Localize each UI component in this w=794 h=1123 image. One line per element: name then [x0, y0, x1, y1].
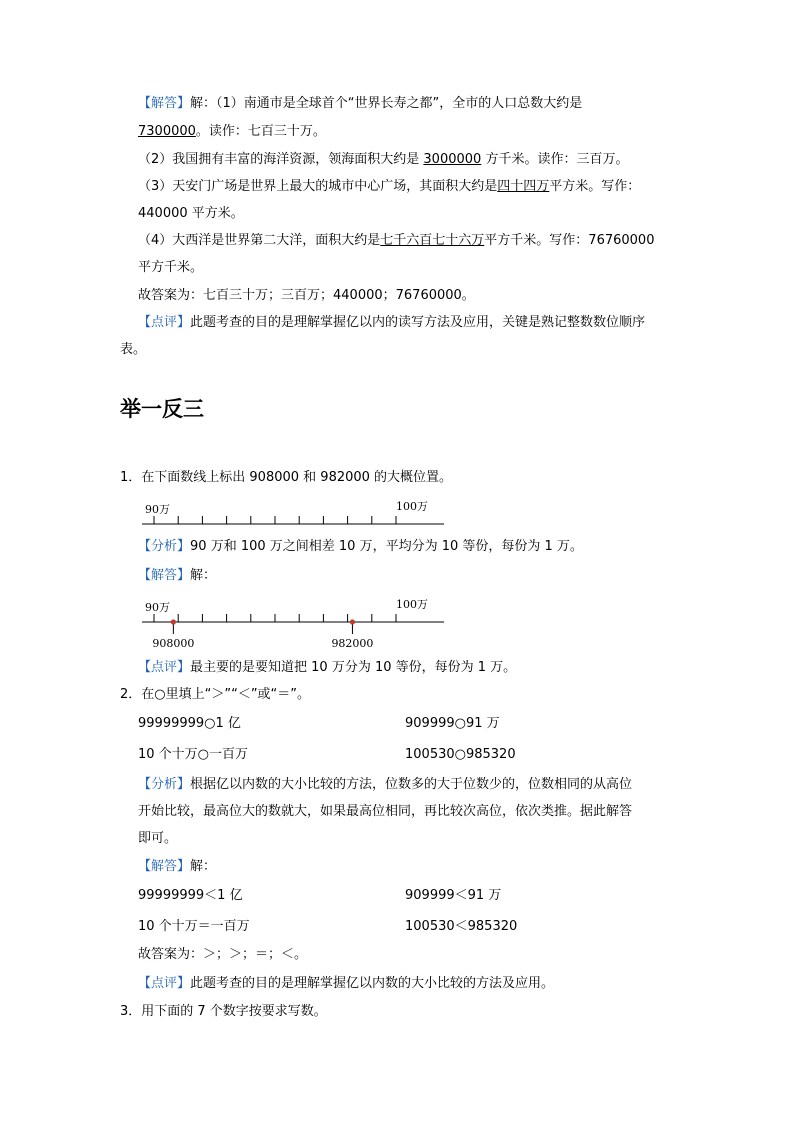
q2-answer: 【解答】解： — [138, 859, 217, 874]
marker-982000 — [331, 619, 373, 650]
q2-result-4: 100530＜985320 — [405, 919, 518, 934]
q2-problem-3: 10 个十万○一百万 — [138, 747, 249, 762]
prev-line-1: 【解答】解：（1）南通市是全球首个“世界长寿之都”，全市的人口总数大约是 — [138, 96, 583, 111]
q2-result-1: 99999999＜1 亿 — [138, 888, 243, 903]
prev-line-7: 平方千米。 — [138, 260, 204, 275]
answer-tag: 【解答】 — [138, 96, 191, 111]
answer-tag: 【解答】 — [138, 859, 191, 874]
number-line-answer — [142, 594, 445, 652]
prev-comment: 【点评】此题考查的目的是理解掌握亿以内的读写方法及应用，关键是熟记整数数位顺序 — [138, 315, 646, 330]
number-line-ticks — [154, 516, 396, 524]
q1-analysis: 【分析】90 万和 100 万之间相差 10 万，平均分为 10 等份，每份为 1 万。 — [138, 539, 583, 554]
svg-text:908000: 908000 — [152, 637, 195, 650]
number-line-question — [142, 496, 445, 528]
comment-tag: 【点评】 — [138, 660, 191, 675]
prev-comment-cont: 表。 — [120, 342, 147, 357]
comment-tag: 【点评】 — [138, 976, 191, 991]
q2-problem-4: 100530○985320 — [405, 747, 516, 762]
answer-tag: 【解答】 — [138, 568, 191, 583]
prev-line-2: 7300000。读作：七百三十万。 — [138, 124, 326, 139]
q1-comment: 【点评】最主要的是要知道把 10 万分为 10 等份，每份为 1 万。 — [138, 660, 517, 675]
svg-text:982000: 982000 — [331, 637, 374, 650]
q2-final-answer: 故答案为：＞；＞；＝；＜。 — [138, 947, 308, 962]
q1-answer: 【解答】解： — [138, 568, 217, 583]
q2-analysis-cont: 开始比较，最高位大的数就大，如果最高位相同，再比较次高位，依次类推。据此解答 — [138, 804, 633, 819]
section-title: 举一反三 — [120, 397, 204, 421]
prev-line-4: （3）天安门广场是世界上最大的城市中心广场，其面积大约是四十四万平方米。写作： — [138, 179, 641, 194]
number-line-start-label: 90万 — [145, 503, 170, 516]
number-line-end-label: 100万 — [396, 500, 428, 513]
marker-908000 — [152, 619, 194, 650]
q3-title: 3．用下面的 7 个数字按要求写数。 — [120, 1004, 327, 1019]
q2-result-3: 10 个十万＝一百万 — [138, 919, 250, 934]
prev-line-6: （4）大西洋是世界第二大洋，面积大约是七千六百七十六万平方千米。写作：76760000 — [138, 233, 655, 248]
comment-tag: 【点评】 — [138, 315, 191, 330]
q1-title: 1．在下面数线上标出 908000 和 982000 的大概位置。 — [120, 470, 453, 485]
number-line-end-label: 100万 — [396, 598, 428, 611]
q2-analysis: 【分析】根据亿以内数的大小比较的方法，位数多的大于位数少的，位数相同的从高位 — [138, 777, 633, 792]
prev-line-5: 440000 平方米。 — [138, 206, 244, 221]
number-line-ticks — [154, 614, 396, 622]
analysis-tag: 【分析】 — [138, 777, 191, 792]
q2-comment: 【点评】此题考查的目的是理解掌握亿以内数的大小比较的方法及应用。 — [138, 976, 555, 991]
q2-analysis-cont: 即可。 — [138, 831, 178, 846]
prev-line-3: （2）我国拥有丰富的海洋资源，领海面积大约是 3000000 方千米。读作：三百万。 — [138, 152, 629, 167]
analysis-tag: 【分析】 — [138, 539, 191, 554]
prev-result: 故答案为：七百三十万；三百万；440000；76760000。 — [138, 288, 475, 303]
q2-title: 2．在○里填上“＞”“＜”或“＝”。 — [120, 687, 311, 702]
q2-result-2: 909999＜91 万 — [405, 888, 502, 903]
q2-problem-1: 99999999○1 亿 — [138, 716, 241, 731]
number-line-start-label: 90万 — [145, 601, 170, 614]
q2-problem-2: 909999○91 万 — [405, 716, 500, 731]
